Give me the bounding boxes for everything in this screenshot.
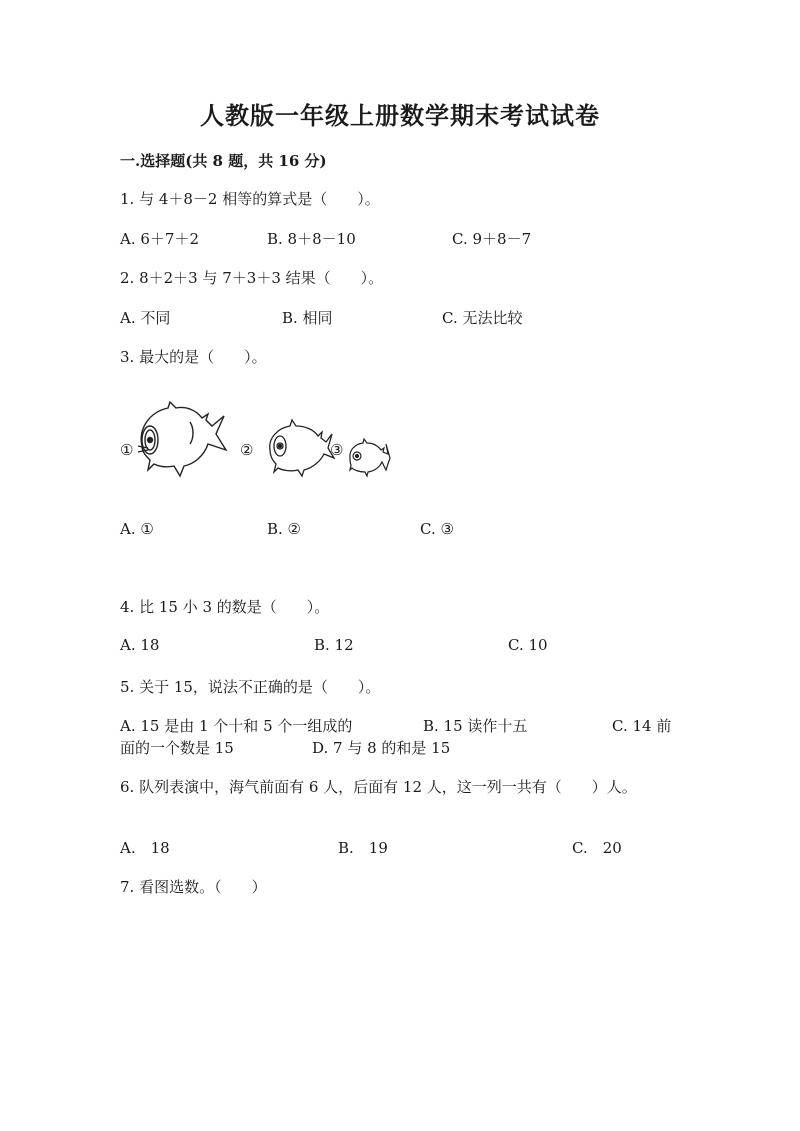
question-6-stem: 6. 队列表演中，海气前面有 6 人，后面有 12 人，这一列一共有（ ）人。 [120, 778, 637, 796]
question-5-option-c-cont: 面的一个数是 15 [120, 739, 234, 757]
question-2-option-c[interactable]: C. 无法比较 [442, 309, 523, 327]
question-4-option-b[interactable]: B. 12 [314, 636, 354, 654]
question-3-option-b[interactable]: B. ② [267, 520, 302, 538]
question-7-stem: 7. 看图选数。（ ） [120, 878, 267, 896]
question-3-fish-figure [120, 398, 420, 483]
question-3-option-a[interactable]: A. ① [120, 520, 154, 538]
fish-icon-large [138, 402, 226, 476]
question-1-option-a[interactable]: A. 6＋7＋2 [120, 230, 199, 248]
fish-label-2: ② [240, 441, 254, 459]
question-2-option-b[interactable]: B. 相同 [282, 309, 333, 327]
question-6-option-c[interactable]: C. 20 [572, 839, 622, 857]
fish-illustration [120, 398, 420, 483]
question-2-option-a[interactable]: A. 不同 [120, 309, 171, 327]
fish-icon-small [350, 439, 390, 476]
question-1-option-c[interactable]: C. 9＋8－7 [452, 230, 532, 248]
fish-label-3: ③ [330, 441, 344, 459]
question-6-option-b[interactable]: B. 19 [338, 839, 388, 857]
fish-icon-medium [270, 420, 334, 476]
question-5-option-d[interactable]: D. 7 与 8 的和是 15 [312, 739, 451, 757]
question-1-option-b[interactable]: B. 8＋8－10 [267, 230, 356, 248]
question-2-stem: 2. 8＋2＋3 与 7＋3＋3 结果（ ）。 [120, 269, 384, 287]
question-1-stem: 1. 与 4＋8－2 相等的算式是（ ）。 [120, 190, 380, 208]
question-5-stem: 5. 关于 15，说法不正确的是（ ）。 [120, 678, 381, 696]
question-5-option-c[interactable]: C. 14 前 [612, 717, 672, 735]
question-4-option-c[interactable]: C. 10 [508, 636, 548, 654]
question-3-stem: 3. 最大的是（ ）。 [120, 348, 267, 366]
page-title: 人教版一年级上册数学期末考试试卷 [200, 101, 600, 130]
question-6-option-a[interactable]: A. 18 [120, 839, 170, 857]
question-5-option-b[interactable]: B. 15 读作十五 [423, 717, 528, 735]
fish-label-1: ① [120, 441, 134, 459]
question-3-option-c[interactable]: C. ③ [420, 520, 454, 538]
question-4-option-a[interactable]: A. 18 [120, 636, 160, 654]
question-5-option-a[interactable]: A. 15 是由 1 个十和 5 个一组成的 [120, 717, 353, 735]
question-4-stem: 4. 比 15 小 3 的数是（ ）。 [120, 598, 330, 616]
section-heading: 一.选择题(共 8 题，共 16 分) [120, 152, 327, 170]
